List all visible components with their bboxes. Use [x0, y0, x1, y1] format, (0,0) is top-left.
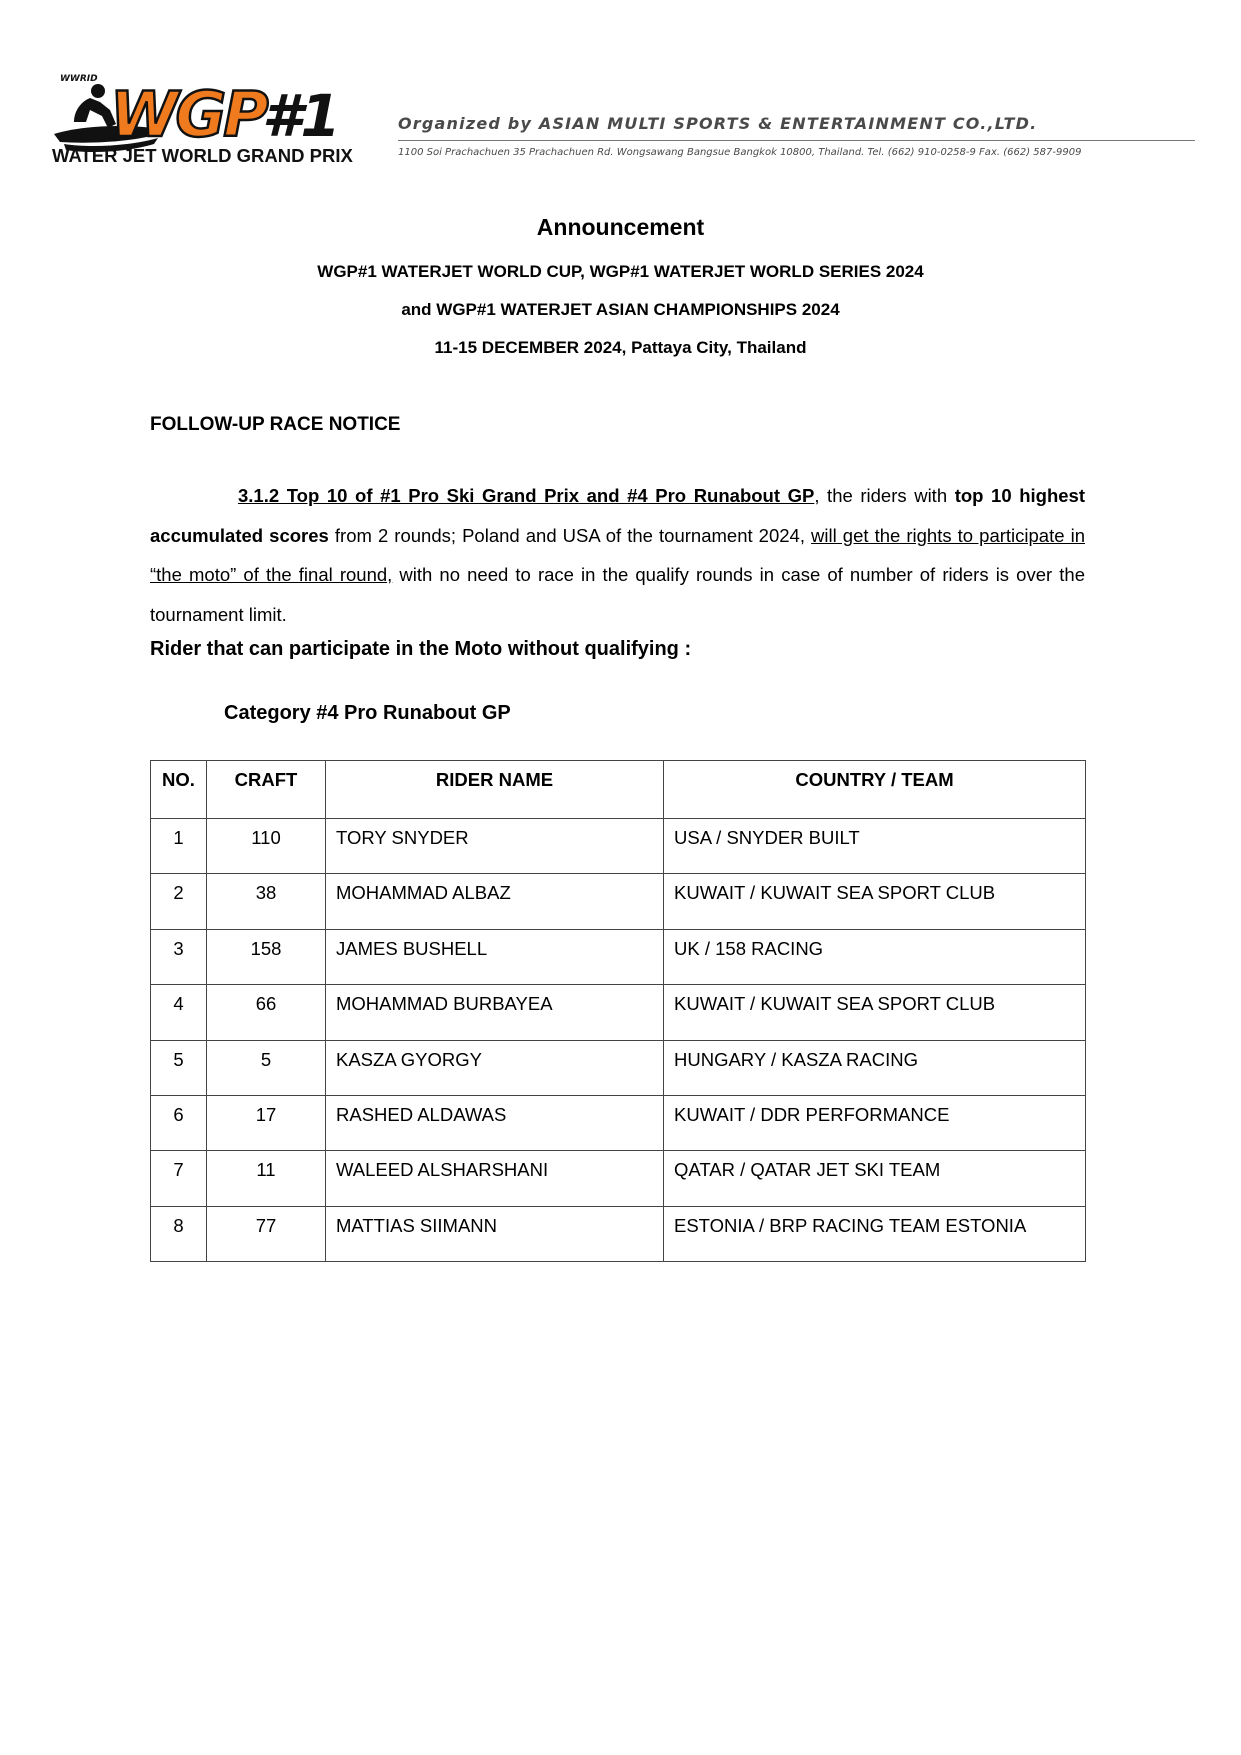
riders-table	[150, 760, 1086, 1262]
cell-rider-name: TORY SNYDER	[326, 819, 664, 874]
cell-craft: 17	[207, 1095, 326, 1150]
table-row	[151, 1095, 1086, 1150]
column-header-no: NO.	[151, 761, 207, 819]
paragraph-text: with no need to race in the qualify rounds in case of number of riders is over the tournament limit.	[150, 564, 1085, 625]
table-row	[151, 819, 1086, 874]
column-header-craft: CRAFT	[207, 761, 326, 819]
table-row	[151, 1040, 1086, 1095]
cell-no: 7	[151, 1151, 207, 1206]
column-header-rider-name: RIDER NAME	[326, 761, 664, 819]
cell-country-team: KUWAIT / KUWAIT SEA SPORT CLUB	[664, 874, 1086, 929]
cell-no: 1	[151, 819, 207, 874]
cell-no: 5	[151, 1040, 207, 1095]
table-row	[151, 929, 1086, 984]
rider-list-heading: Rider that can participate in the Moto without qualifying :	[150, 638, 692, 660]
organizer-line: Organized by ASIAN MULTI SPORTS & ENTERTAINMENT CO.,LTD.	[398, 114, 1038, 133]
cell-country-team: KUWAIT / DDR PERFORMANCE	[664, 1095, 1086, 1150]
cell-no: 6	[151, 1095, 207, 1150]
announcement-title: Announcement	[536, 214, 705, 240]
table-row	[151, 1151, 1086, 1206]
logo-tag: WWRID	[60, 74, 98, 84]
cell-craft: 11	[207, 1151, 326, 1206]
wgp1-logo	[50, 72, 380, 164]
notice-paragraph	[150, 476, 1085, 634]
cell-rider-name: MOHAMMAD ALBAZ	[326, 874, 664, 929]
cell-craft: 38	[207, 874, 326, 929]
cell-country-team: UK / 158 RACING	[664, 929, 1086, 984]
cell-craft: 158	[207, 929, 326, 984]
paragraph-bold-text: top 10 highest accumulated scores	[150, 485, 1085, 546]
cell-country-team: HUNGARY / KASZA RACING	[664, 1040, 1086, 1095]
cell-rider-name: KASZA GYORGY	[326, 1040, 664, 1095]
cell-country-team: ESTONIA / BRP RACING TEAM ESTONIA	[664, 1206, 1086, 1261]
cell-country-team: USA / SNYDER BUILT	[664, 819, 1086, 874]
table-row	[151, 874, 1086, 929]
cell-rider-name: MATTIAS SIIMANN	[326, 1206, 664, 1261]
cell-rider-name: RASHED ALDAWAS	[326, 1095, 664, 1150]
cell-craft: 110	[207, 819, 326, 874]
header-divider	[398, 140, 1195, 141]
cell-rider-name: WALEED ALSHARSHANI	[326, 1151, 664, 1206]
event-title-line-2: and WGP#1 WATERJET ASIAN CHAMPIONSHIPS 2024	[401, 300, 840, 319]
cell-craft: 5	[207, 1040, 326, 1095]
logo-number: #1	[262, 82, 339, 150]
table-row	[151, 985, 1086, 1040]
column-header-country-team: COUNTRY / TEAM	[664, 761, 1086, 819]
cell-no: 8	[151, 1206, 207, 1261]
cell-no: 4	[151, 985, 207, 1040]
paragraph-text: from 2 rounds; Poland and USA of the tournament 2024,	[328, 524, 812, 546]
logo-caption: WATER JET WORLD GRAND PRIX	[52, 145, 353, 164]
paragraph-underlined-text: will get the rights to participate in “the moto” of the final round,	[150, 524, 1085, 585]
notice-heading: FOLLOW-UP RACE NOTICE	[150, 414, 401, 435]
event-date-location: 11-15 DECEMBER 2024, Pattaya City, Thailand	[434, 338, 807, 357]
cell-craft: 66	[207, 985, 326, 1040]
cell-craft: 77	[207, 1206, 326, 1261]
rule-reference: 3.1.2 Top 10 of #1 Pro Ski Grand Prix and #4 Pro Runabout GP	[238, 485, 815, 506]
organizer-address: 1100 Soi Prachachuen 35 Prachachuen Rd. Wongsawang Bangsue Bangkok 10800, Thailand. Tel. (662) 910-0258-9 Fax. (662) 587-9909	[398, 147, 1082, 158]
cell-country-team: KUWAIT / KUWAIT SEA SPORT CLUB	[664, 985, 1086, 1040]
table-header-row	[151, 761, 1086, 819]
cell-no: 2	[151, 874, 207, 929]
cell-country-team: QATAR / QATAR JET SKI TEAM	[664, 1151, 1086, 1206]
event-title-line-1: WGP#1 WATERJET WORLD CUP, WGP#1 WATERJET WORLD SERIES 2024	[317, 262, 924, 281]
cell-no: 3	[151, 929, 207, 984]
table-row	[151, 1206, 1086, 1261]
paragraph-text: , the riders with	[814, 485, 955, 506]
cell-rider-name: JAMES BUSHELL	[326, 929, 664, 984]
category-heading: Category #4 Pro Runabout GP	[224, 702, 511, 724]
logo-brand: WGP	[110, 78, 266, 151]
cell-rider-name: MOHAMMAD BURBAYEA	[326, 985, 664, 1040]
